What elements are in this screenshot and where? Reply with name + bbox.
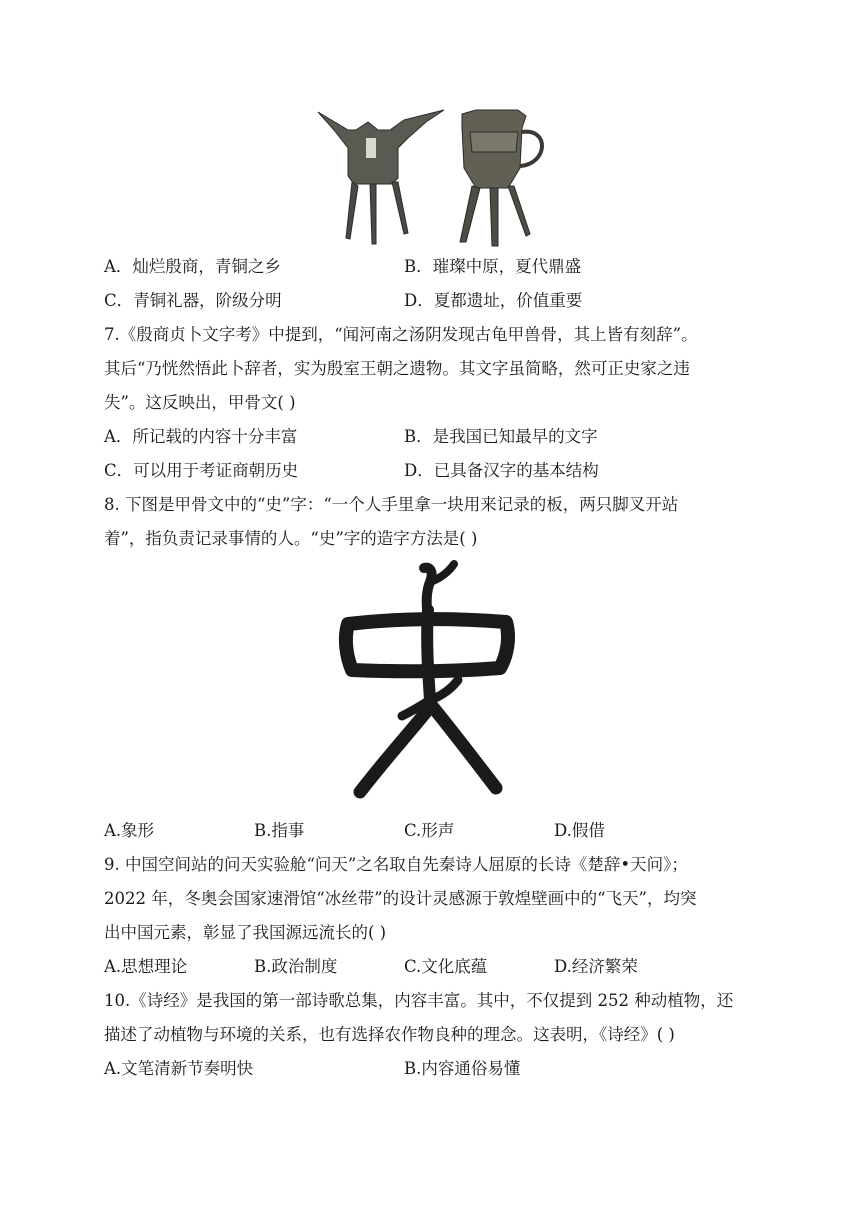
q7-stem-line-3: 失”。这反映出，甲骨文( ) (104, 393, 296, 412)
q6-option-c[interactable]: C．青铜礼器，阶级分明 (104, 291, 282, 310)
q10-stem-line-1: 10.《诗经》是我国的第一部诗歌总集，内容丰富。其中，不仅提到 252 种动植物，还 (104, 991, 734, 1010)
q9-stem-line-3: 出中国元素，彰显了我国源远流长的( ) (104, 923, 387, 942)
oracle-bone-shi-character-image (330, 560, 530, 810)
q6-option-d[interactable]: D．夏都遗址，价值重要 (404, 291, 583, 310)
q8-option-d[interactable]: D.假借 (554, 821, 605, 840)
q9-option-c[interactable]: C.文化底蕴 (404, 957, 488, 976)
q9-stem-line-2: 2022 年，冬奥会国家速滑馆“冰丝带”的设计灵感源于敦煌壁画中的“飞天”，均突 (104, 889, 697, 908)
q6-option-a[interactable]: A．灿烂殷商，青铜之乡 (104, 257, 281, 276)
q8-option-b[interactable]: B.指事 (254, 821, 305, 840)
jue-vessel (318, 110, 444, 244)
q7-stem-line-2: 其后“乃恍然悟此卜辞者，实为殷室王朝之遗物。其文字虽简略，然可正史家之违 (104, 359, 690, 378)
q9-stem-line-1: 9. 中国空间站的问天实验舱“问天”之名取自先秦诗人屈原的长诗《楚辞•天问》； (104, 855, 688, 874)
jia-vessel (460, 110, 542, 246)
q7-option-a[interactable]: A．所记载的内容十分丰富 (104, 427, 298, 446)
q10-option-b[interactable]: B.内容通俗易懂 (404, 1059, 521, 1078)
bronze-vessels-image (312, 108, 552, 248)
q8-stem-line-2: 着”，指负责记录事情的人。“史”字的造字方法是( ) (104, 529, 478, 548)
q9-option-a[interactable]: A.思想理论 (104, 957, 188, 976)
q9-option-d[interactable]: D.经济繁荣 (554, 957, 638, 976)
q7-option-b[interactable]: B．是我国已知最早的文字 (404, 427, 598, 446)
q7-option-d[interactable]: D．已具备汉字的基本结构 (404, 461, 599, 480)
q8-option-a[interactable]: A.象形 (104, 821, 155, 840)
q10-option-a[interactable]: A.文笔清新节奏明快 (104, 1059, 254, 1078)
q8-option-c[interactable]: C.形声 (404, 821, 455, 840)
q9-option-b[interactable]: B.政治制度 (254, 957, 338, 976)
q7-stem-line-1: 7.《殷商贞卜文字考》中提到，“闻河南之汤阴发现古龟甲兽骨，其上皆有刻辞”。 (104, 325, 698, 344)
q10-stem-line-2: 描述了动植物与环境的关系，也有选择农作物良种的理念。这表明，《诗经》( ) (104, 1025, 675, 1044)
q6-option-b[interactable]: B．璀璨中原，夏代鼎盛 (404, 257, 582, 276)
q7-option-c[interactable]: C．可以用于考证商朝历史 (104, 461, 299, 480)
q8-stem-line-1: 8. 下图是甲骨文中的“史”字：“一个人手里拿一块用来记录的板，两只脚叉开站 (104, 495, 679, 514)
